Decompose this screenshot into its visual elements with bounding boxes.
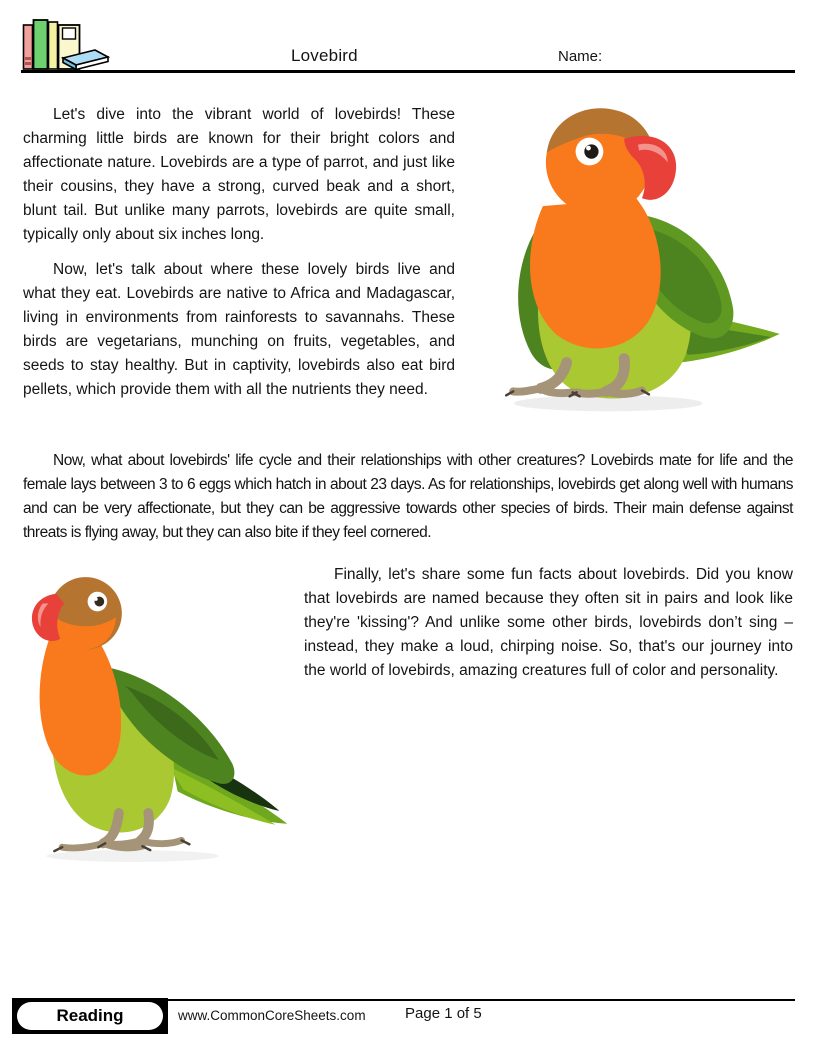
paragraph-lifecycle: Now, what about lovebirds' life cycle and their relationships with other creatures? Lovebirds mate for life and the female lays between 3 to 6 eggs which hatch in about 23 days. As for relationships, lovebirds get along well with humans and can be very affectionate, but they can be aggressive towards other species of birds. Their main defense against threats is flying away, but they can also bite if they feel cornered. [23,452,793,541]
intro-section [23,71,793,402]
paragraph-fun-facts: Finally, let's share some fun facts about lovebirds. Did you know that lovebirds are named because they often sit in pairs and look like they're 'kissing'? And unlike some other birds, lovebirds don’t sing – instead, they make a loud, chirping noise. So, that's our journey into the world of lovebirds, amazing creatures full of color and personality. [304,566,793,679]
article [23,71,793,875]
reading-badge [12,998,168,1034]
reading-badge-label: Reading [17,1002,163,1030]
name-label: Name: [558,48,603,65]
paragraph-intro: Let's dive into the vibrant world of lovebirds! These charming little birds are known for their bright colors and affectionate nature. Lovebirds are a type of parrot, and just like their cousins, they have a strong, curved beak and a short, blunt tail. But unlike many parrots, lovebirds are quite small, typically only about six inches long. [23,106,455,243]
fun-facts-section [23,563,793,875]
paragraph-habitat-diet: Now, let's talk about where these lovely birds live and what they eat. Lovebirds are native to Africa and Madagascar, living in environments from rainforests to savannahs. These birds are vegetarians, munching on fruits, vegetables, and seeds to stay healthy. But in captivity, lovebirds also eat bird pellets, which provide them with all the nutrients they need. [23,261,455,398]
lovebird-photo-facing-left [23,563,299,875]
footer-website: www.CommonCoreSheets.com [178,1008,366,1023]
footer-divider [168,999,795,1001]
lovebird-illustration-left [23,563,299,875]
footer-page-number: Page 1 of 5 [405,1005,482,1022]
page-title: Lovebird [291,46,358,65]
books-icon [21,15,111,73]
header [21,0,795,73]
lovebird-illustration-right [488,103,793,435]
lovebird-photo-facing-right [471,103,793,435]
